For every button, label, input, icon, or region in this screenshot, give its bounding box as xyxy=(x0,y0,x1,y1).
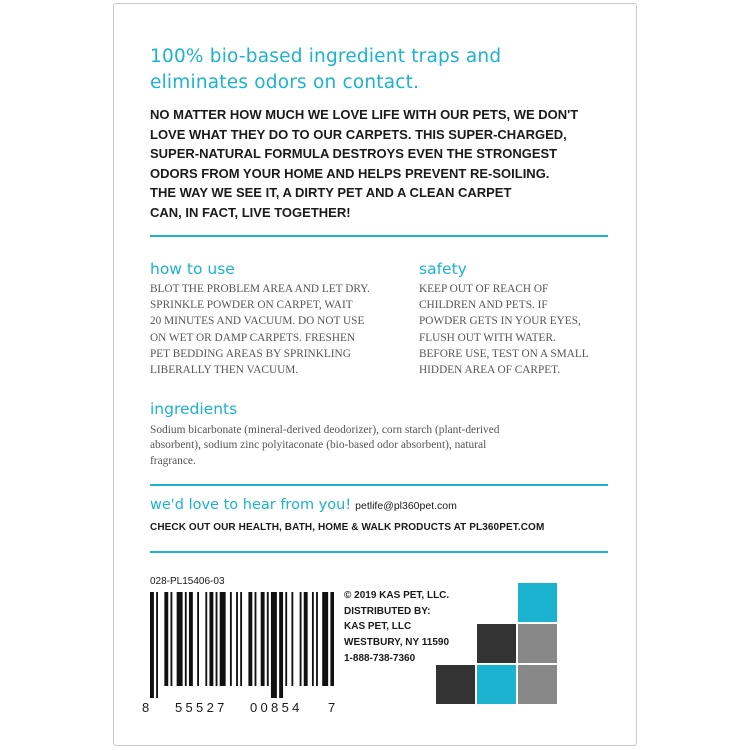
ingredients-text xyxy=(150,423,600,469)
barcode-bar xyxy=(220,592,226,686)
company-line: © 2019 KAS PET, LLC. xyxy=(344,590,450,601)
barcode-digits-left: 55527 xyxy=(175,700,228,715)
barcode-bar xyxy=(255,592,257,686)
intro-line: CAN, IN FACT, LIVE TOGETHER! xyxy=(150,204,351,220)
intro-line: NO MATTER HOW MUCH WE LOVE LIFE WITH OUR PETS, WE DON'T xyxy=(150,107,579,122)
barcode-digits-right: 00854 xyxy=(250,700,303,715)
barcode-bar xyxy=(240,592,242,686)
barcode-bar xyxy=(189,592,193,686)
barcode-digit-first: 8 xyxy=(142,700,153,715)
how-to-use-text xyxy=(150,281,410,378)
intro-line: THE WAY WE SEE IT, A DIRTY PET AND A CLEAN CARPET xyxy=(150,185,512,200)
ingredients-line: absorbent), sodium zinc polyitaconate (bio-based odor absorbent), natural xyxy=(150,439,487,452)
safety-line: POWDER GETS IN YOUR EYES, xyxy=(419,315,581,328)
contact-email: petlife@pl360pet.com xyxy=(355,500,457,512)
products-text: CHECK OUT OUR HEALTH, BATH, HOME & WALK PRODUCTS AT PL360PET.COM xyxy=(150,522,545,533)
barcode-bar xyxy=(316,592,318,686)
barcode-bar xyxy=(171,592,173,686)
intro-line: LOVE WHAT THEY DO TO OUR CARPETS. THIS SUPER-CHARGED, xyxy=(150,126,567,142)
logo-square-teal xyxy=(518,583,557,622)
how-to-use-title: how to use xyxy=(150,260,235,278)
barcode-bar xyxy=(300,592,302,686)
barcode-bar xyxy=(322,592,328,686)
safety-text xyxy=(419,281,619,378)
barcode-bar xyxy=(177,592,183,686)
barcode-bar xyxy=(216,592,218,686)
barcode-bar xyxy=(164,592,168,686)
barcode-bar xyxy=(304,592,308,686)
how-to-use-line: LIBERALLY THEN VACUUM. xyxy=(150,364,299,377)
barcode-bar xyxy=(197,592,199,686)
company-line: WESTBURY, NY 11590 xyxy=(344,637,450,649)
intro-line: ODORS FROM YOUR HOME AND HELPS PREVENT RE-SOILING. xyxy=(150,165,550,181)
barcode-digit-last: 7 xyxy=(328,700,339,715)
barcode-bar xyxy=(150,592,154,698)
barcode-bar xyxy=(271,592,277,698)
contact-row xyxy=(150,496,457,514)
logo-square-gray xyxy=(518,624,557,663)
intro-text xyxy=(150,105,620,222)
ingredients-line: Sodium bicarbonate (mineral-derived deodorizer), corn starch (plant-derived xyxy=(150,424,500,436)
barcode-bar xyxy=(205,592,207,686)
barcode-bar xyxy=(267,592,269,686)
logo-square-teal xyxy=(477,665,516,704)
barcode-bar xyxy=(248,592,252,686)
headline-line: 100% bio-based ingredient traps and xyxy=(150,46,502,67)
how-to-use-line: BLOT THE PROBLEM AREA AND LET DRY. xyxy=(150,283,370,295)
contact-title: we'd love to hear from you! xyxy=(150,497,352,513)
safety-title: safety xyxy=(419,260,467,278)
product-code: 028-PL15406-03 xyxy=(150,576,225,587)
barcode-bar xyxy=(230,592,232,686)
safety-line: CHILDREN AND PETS. IF xyxy=(419,299,548,312)
divider xyxy=(150,551,608,553)
barcode-bar xyxy=(261,592,265,686)
barcode-bar xyxy=(312,592,314,686)
barcode-bar xyxy=(209,592,213,686)
barcode-bar xyxy=(291,592,293,686)
barcode-bar xyxy=(185,592,187,686)
barcode-bar xyxy=(156,592,158,698)
barcode-bar xyxy=(236,592,238,686)
how-to-use-line: PET BEDDING AREAS BY SPRINKLING xyxy=(150,347,351,360)
how-to-use-line: ON WET OR DAMP CARPETS. FRESHEN xyxy=(150,331,356,344)
company-line: DISTRIBUTED BY: xyxy=(344,605,431,617)
safety-line: BEFORE USE, TEST ON A SMALL xyxy=(419,347,589,360)
barcode xyxy=(148,592,334,698)
headline xyxy=(150,44,620,96)
ingredients-line: fragrance. xyxy=(150,454,196,467)
safety-line: KEEP OUT OF REACH OF xyxy=(419,283,549,295)
barcode-bar xyxy=(279,592,283,698)
logo-square-dark xyxy=(477,624,516,663)
safety-line: HIDDEN AREA OF CARPET. xyxy=(419,364,561,377)
barcode-bar xyxy=(330,592,334,686)
how-to-use-line: 20 MINUTES AND VACUUM. DO NOT USE xyxy=(150,315,365,328)
logo-square-dark xyxy=(436,665,475,704)
divider xyxy=(150,235,608,237)
company-info xyxy=(344,588,449,667)
ingredients-title: ingredients xyxy=(150,400,238,418)
how-to-use-line: SPRINKLE POWDER ON CARPET, WAIT xyxy=(150,299,353,312)
safety-line: FLUSH OUT WITH WATER. xyxy=(419,331,556,344)
headline-line: eliminates odors on contact. xyxy=(150,72,420,93)
barcode-bar xyxy=(285,592,287,686)
divider xyxy=(150,484,608,486)
intro-line: SUPER-NATURAL FORMULA DESTROYS EVEN THE STRONGEST xyxy=(150,146,558,161)
logo-square-gray xyxy=(518,665,557,704)
company-line: 1-888-738-7360 xyxy=(344,652,416,664)
company-line: KAS PET, LLC xyxy=(344,621,412,633)
